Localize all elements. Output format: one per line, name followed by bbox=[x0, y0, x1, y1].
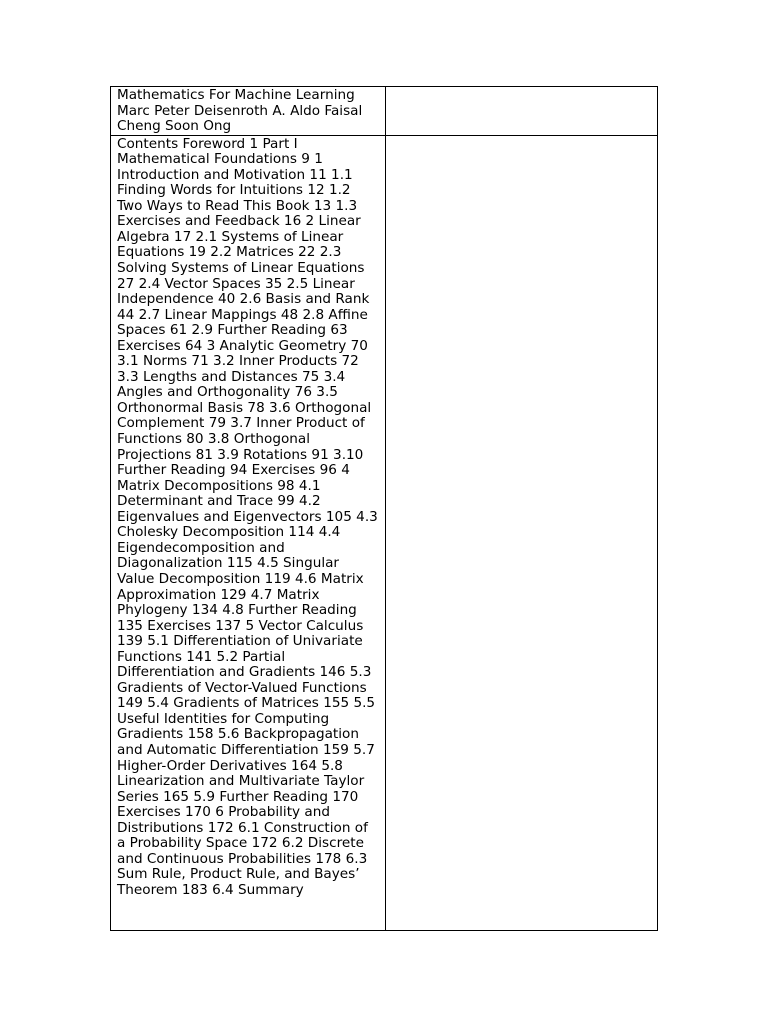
book-title-authors: Mathematics For Machine Learning Marc Peter Deisenroth A. Aldo Faisal Cheng Soon Ong bbox=[117, 87, 363, 135]
header-right-text bbox=[392, 87, 651, 88]
document-table bbox=[110, 86, 658, 931]
contents-cell bbox=[111, 135, 386, 930]
contents-right-text bbox=[392, 136, 651, 137]
table-row bbox=[111, 87, 658, 136]
table-of-contents-text: Contents Foreword 1 Part I Mathematical Foundations 9 1 Introduction and Motivation 11 1.1 Finding Words for Intuitions 12 1.2 Two Ways to Read This Book 13 1.3 Exercises and Feedback 16 2 Linear Algebra 17 2.1 Systems of Linear Equations 19 2.2 Matrices 22 2.3 Solving Systems of Linear Equations 27 2.4 Vector Spaces 35 2.5 Linear Independence 40 2.6 Basis and Rank 44 2.7 Linear Mappings 48 2.8 Affine Spaces 61 2.9 Further Reading 63 Exercises 64 3 Analytic Geometry 70 3.1 Norms 71 3.2 Inner Products 72 3.3 Lengths and Distances 75 3.4 Angles and Orthogonality 76 3.5 Orthonormal Basis 78 3.6 Orthogonal Complement 79 3.7 Inner Product of Functions 80 3.8 Orthogonal Projections 81 3.9 Rotations 91 3.10 Further Reading 94 Exercises 96 4 Matrix Decompositions 98 4.1 Determinant and Trace 99 4.2 Eigenvalues and Eigenvectors 105 4.3 Cholesky Decomposition 114 4.4 Eigendecomposition and Diagonalization 115 4.5 Singular Value Decomposition 119 4.6 Matrix Approximation 129 4.7 Matrix Phylogeny 134 4.8 Further Reading 135 Exercises 137 5 Vector Calculus 139 5.1 Differentiation of Univariate Functions 141 5.2 Partial Differentiation and Gradients 146 5.3 Gradients of Vector-Valued Functions 149 5.4 Gradients of Matrices 155 5.5 Useful Identities for Computing Gradients 158 5.6 Backpropagation and Automatic Differentiation 159 5.7 Higher-Order Derivatives 164 5.8 Linearization and Multivariate Taylor Series 165 5.9 Further Reading 170 Exercises 170 6 Probability and Distributions 172 6.1 Construction of a Probability Space 172 6.2 Discrete and Continuous Probabilities 178 6.3 Sum Rule, Product Rule, and Bayes’ Theorem 183 6.4 Summary bbox=[117, 135, 378, 898]
title-cell bbox=[111, 87, 386, 136]
table-row bbox=[111, 135, 658, 930]
empty-cell bbox=[385, 135, 657, 930]
empty-cell bbox=[385, 87, 657, 136]
